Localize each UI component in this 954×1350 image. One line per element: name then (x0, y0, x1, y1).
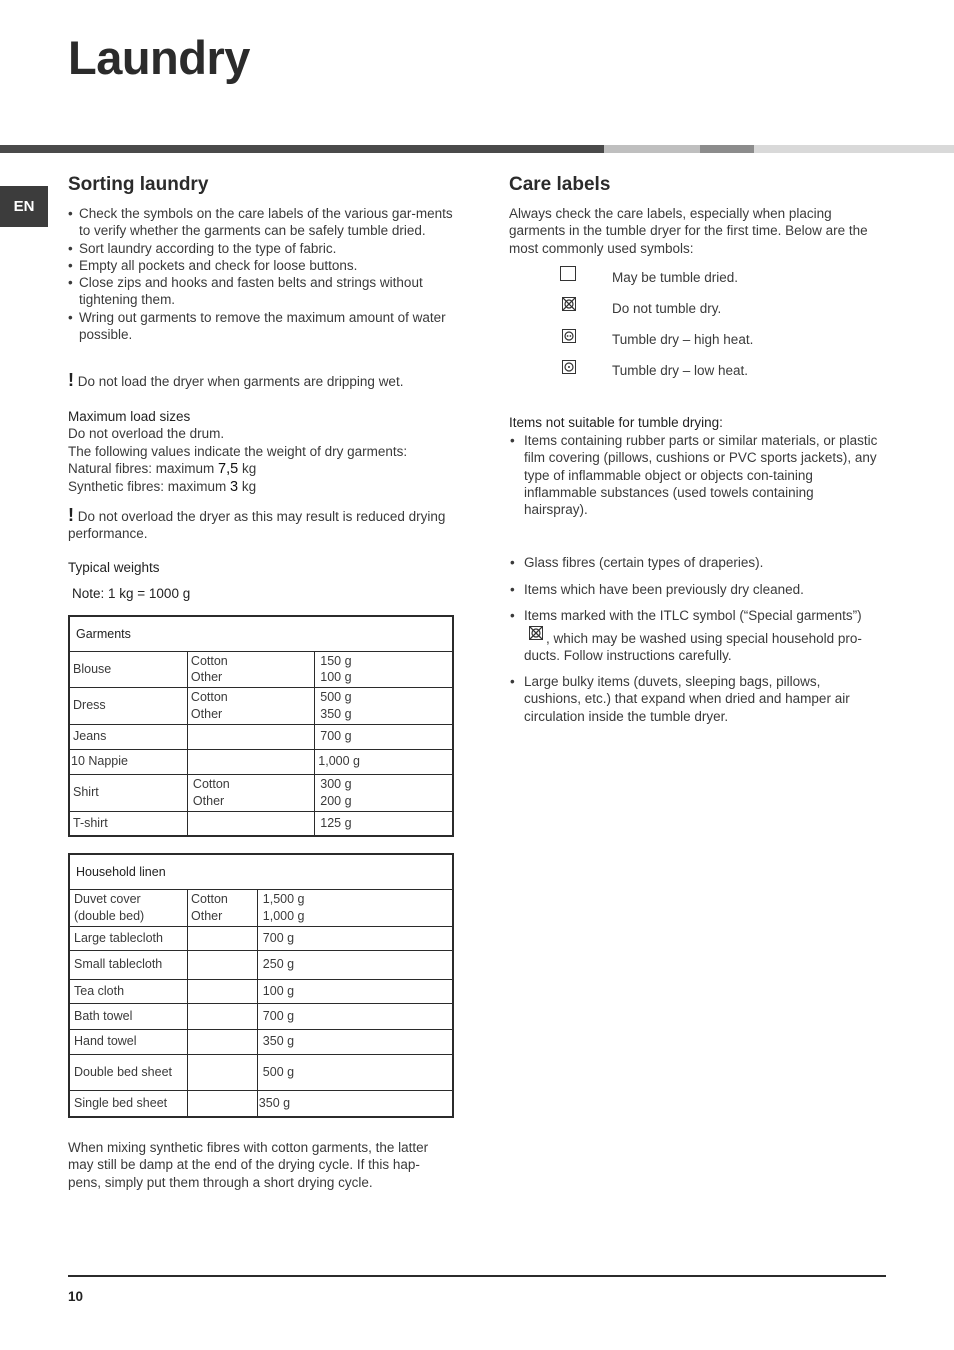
weight: 150 g (320, 653, 352, 668)
tumble-dry-allowed-icon (560, 266, 576, 281)
weight-cell: 700 g (315, 724, 453, 749)
care-labels-heading: Care labels (509, 174, 611, 195)
synthetic-max-value: 3 (230, 479, 239, 496)
symbol-label: May be tumble dried. (612, 270, 739, 285)
fabric-cell (188, 1003, 258, 1029)
weight-cell: 350 g (257, 1029, 453, 1054)
max-load-section (68, 408, 453, 496)
typical-weights-heading: Typical weights (68, 560, 160, 575)
table-row (69, 774, 453, 811)
item-cell: Bath towel (69, 1003, 188, 1029)
weight: 200 g (320, 793, 352, 808)
natural-fibres-line (68, 460, 453, 478)
symbol-label: Tumble dry – high heat. (612, 332, 754, 347)
linen-table (68, 853, 454, 1118)
item-cell: 10 Nappie (69, 749, 187, 774)
weight-cell (257, 889, 453, 926)
fabric-cell (188, 950, 258, 979)
fabric-cell (188, 979, 258, 1003)
weight: 100 g (320, 670, 352, 684)
weight-cell (315, 651, 453, 687)
not-suitable-list (509, 673, 879, 725)
weight: 300 g (320, 777, 352, 791)
unit: kg (238, 460, 257, 476)
item-cell: Double bed sheet (69, 1054, 188, 1090)
item-cell: T-shirt (69, 811, 187, 836)
header-color-bar (0, 145, 954, 153)
itlc-text: Items marked with the ITLC symbol (“Special garments”) (524, 608, 862, 623)
list-item: • Items containing rubber parts or similar materials, or plastic film covering (pillows, cushions or PVC sports jackets), any type of inflammable object or objects con-taining inflammable substances (used towels containing hairspray). (509, 432, 879, 518)
mixing-note: When mixing synthetic fibres with cotton garments, the latter may still be damp at the end of the drying cycle. If this hap-pens, simply put them through a short drying cycle. (68, 1140, 429, 1190)
item-cell: Shirt (69, 774, 187, 811)
warning-overload (68, 507, 453, 543)
table-row (69, 687, 453, 724)
sorting-list (68, 205, 453, 343)
warning-text: Do not overload the dryer as this may result is reduced drying performance. (68, 509, 446, 542)
item-cell: Large tablecloth (69, 926, 188, 950)
weight-cell: 700 g (257, 926, 453, 950)
page-title: Laundry (68, 31, 250, 84)
do-not-tumble-dry-icon (562, 297, 576, 311)
weight-cell: 1,000 g (315, 749, 453, 774)
list-item: • Items which have been previously dry cleaned. (509, 581, 879, 598)
weight-cell (315, 687, 453, 724)
bar-segment (0, 145, 604, 153)
warning-wet (68, 372, 453, 390)
synthetic-fibres-line (68, 478, 453, 496)
table-row (69, 724, 453, 749)
fabric: Other (190, 670, 223, 684)
fabric: Other (191, 908, 223, 923)
list-item: • Close zips and hooks and fasten belts and strings without tightening them. (68, 274, 453, 309)
not-suitable-list (509, 554, 879, 571)
weight-cell: 500 g (257, 1054, 453, 1090)
not-suitable-heading: Items not suitable for tumble drying: (509, 415, 723, 430)
language-tab: EN (0, 186, 48, 227)
item-cell: Hand towel (69, 1029, 188, 1054)
list-item: • Empty all pockets and check for loose buttons. (68, 257, 453, 274)
table-row (69, 1029, 453, 1054)
page-number: 10 (68, 1289, 84, 1304)
list-item: • Check the symbols on the care labels of the various gar-ments to verify whether the garments can be safely tumble dried. (68, 205, 453, 240)
weight-cell: 250 g (257, 950, 453, 979)
table-row (69, 1054, 453, 1090)
symbol-label: Tumble dry – low heat. (612, 363, 749, 378)
fabric-cell (188, 1090, 258, 1117)
item-cell: Small tablecloth (69, 950, 188, 979)
item-cell: Tea cloth (69, 979, 188, 1003)
itlc-continuation: , which may be washed using special household pro-ducts. Follow instructions carefully. (524, 631, 862, 664)
fabric-cell (187, 651, 314, 687)
warning-text: Do not load the dryer when garments are dripping wet. (77, 374, 404, 389)
unit-note: Note: 1 kg = 1000 g (72, 586, 191, 601)
garments-table (68, 615, 454, 837)
list-item: • Sort laundry according to the type of fabric. (68, 240, 453, 257)
fabric: Other (192, 793, 225, 808)
natural-max-value: 7,5 (218, 460, 239, 477)
fabric: Other (190, 706, 223, 721)
fabric-cell (187, 811, 314, 836)
list-item: • Large bulky items (duvets, sleeping bags, pillows, cushions, etc.) that expand when dried and hamper air circulation inside the tumble dryer. (509, 673, 879, 725)
sorting-heading: Sorting laundry (68, 174, 209, 195)
max-load-heading: Maximum load sizes (68, 409, 191, 424)
care-intro: Always check the care labels, especially when placing garments in the tumble dryer for the first time. Below are the most commonly used symbols: (509, 206, 868, 256)
weight: 1,000 g (262, 908, 305, 923)
bar-segment (754, 145, 954, 153)
fabric-cell (188, 926, 258, 950)
not-suitable-list (509, 581, 879, 598)
fabric-cell (187, 687, 314, 724)
fabric: Cotton (190, 653, 228, 668)
weight-cell (315, 774, 453, 811)
not-suitable-list (509, 432, 879, 518)
table-row (69, 979, 453, 1003)
list-item (509, 607, 884, 624)
table-row (69, 950, 453, 979)
table-row (69, 749, 453, 774)
fabric-cell (188, 1054, 258, 1090)
not-suitable-list (509, 607, 884, 624)
tumble-dry-high-heat-icon (562, 329, 576, 343)
table-row (69, 811, 453, 836)
symbol-label: Do not tumble dry. (612, 301, 722, 316)
label: Synthetic fibres: maximum (68, 479, 231, 495)
unit: kg (238, 479, 257, 495)
table-row (69, 1090, 453, 1117)
fabric: Cotton (190, 690, 228, 704)
fabric: Cotton (191, 892, 228, 906)
weight-cell: 125 g (315, 811, 453, 836)
weight: 500 g (320, 690, 352, 704)
weight: 350 g (320, 706, 352, 721)
weight-cell: 700 g (257, 1003, 453, 1029)
footer-divider (68, 1275, 886, 1277)
item-cell: Dress (69, 687, 187, 724)
table-header: Household linen (69, 854, 453, 889)
fabric-cell (188, 1029, 258, 1054)
tumble-dry-low-heat-icon (562, 360, 576, 374)
weight-cell: 350 g (257, 1090, 453, 1117)
max-load-line: Do not overload the drum. (68, 426, 225, 442)
table-row (69, 889, 453, 926)
warning-icon: ! (68, 505, 74, 525)
table-row (69, 926, 453, 950)
item-cell: Jeans (69, 724, 187, 749)
max-load-line: The following values indicate the weight of dry garments: (68, 443, 408, 459)
weight-cell: 100 g (257, 979, 453, 1003)
item-cell: Single bed sheet (69, 1090, 188, 1117)
table-row (69, 651, 453, 687)
fabric-cell (187, 749, 314, 774)
warning-icon: ! (68, 370, 74, 390)
bar-segment (604, 145, 700, 153)
weight: 1,500 g (262, 892, 305, 906)
fabric-cell (187, 724, 314, 749)
fabric: Cotton (192, 777, 230, 791)
table-row (69, 1003, 453, 1029)
item-cell: Duvet cover (double bed) (69, 889, 188, 926)
fabric-cell (187, 774, 314, 811)
item-cell: Blouse (69, 651, 187, 687)
list-item: • Wring out garments to remove the maximum amount of water possible. (68, 309, 453, 344)
label: Natural fibres: maximum (68, 460, 219, 476)
fabric-cell (188, 889, 258, 926)
table-header: Garments (69, 616, 453, 651)
list-item: • Glass fibres (certain types of draperies). (509, 554, 879, 571)
bar-segment (700, 145, 754, 153)
